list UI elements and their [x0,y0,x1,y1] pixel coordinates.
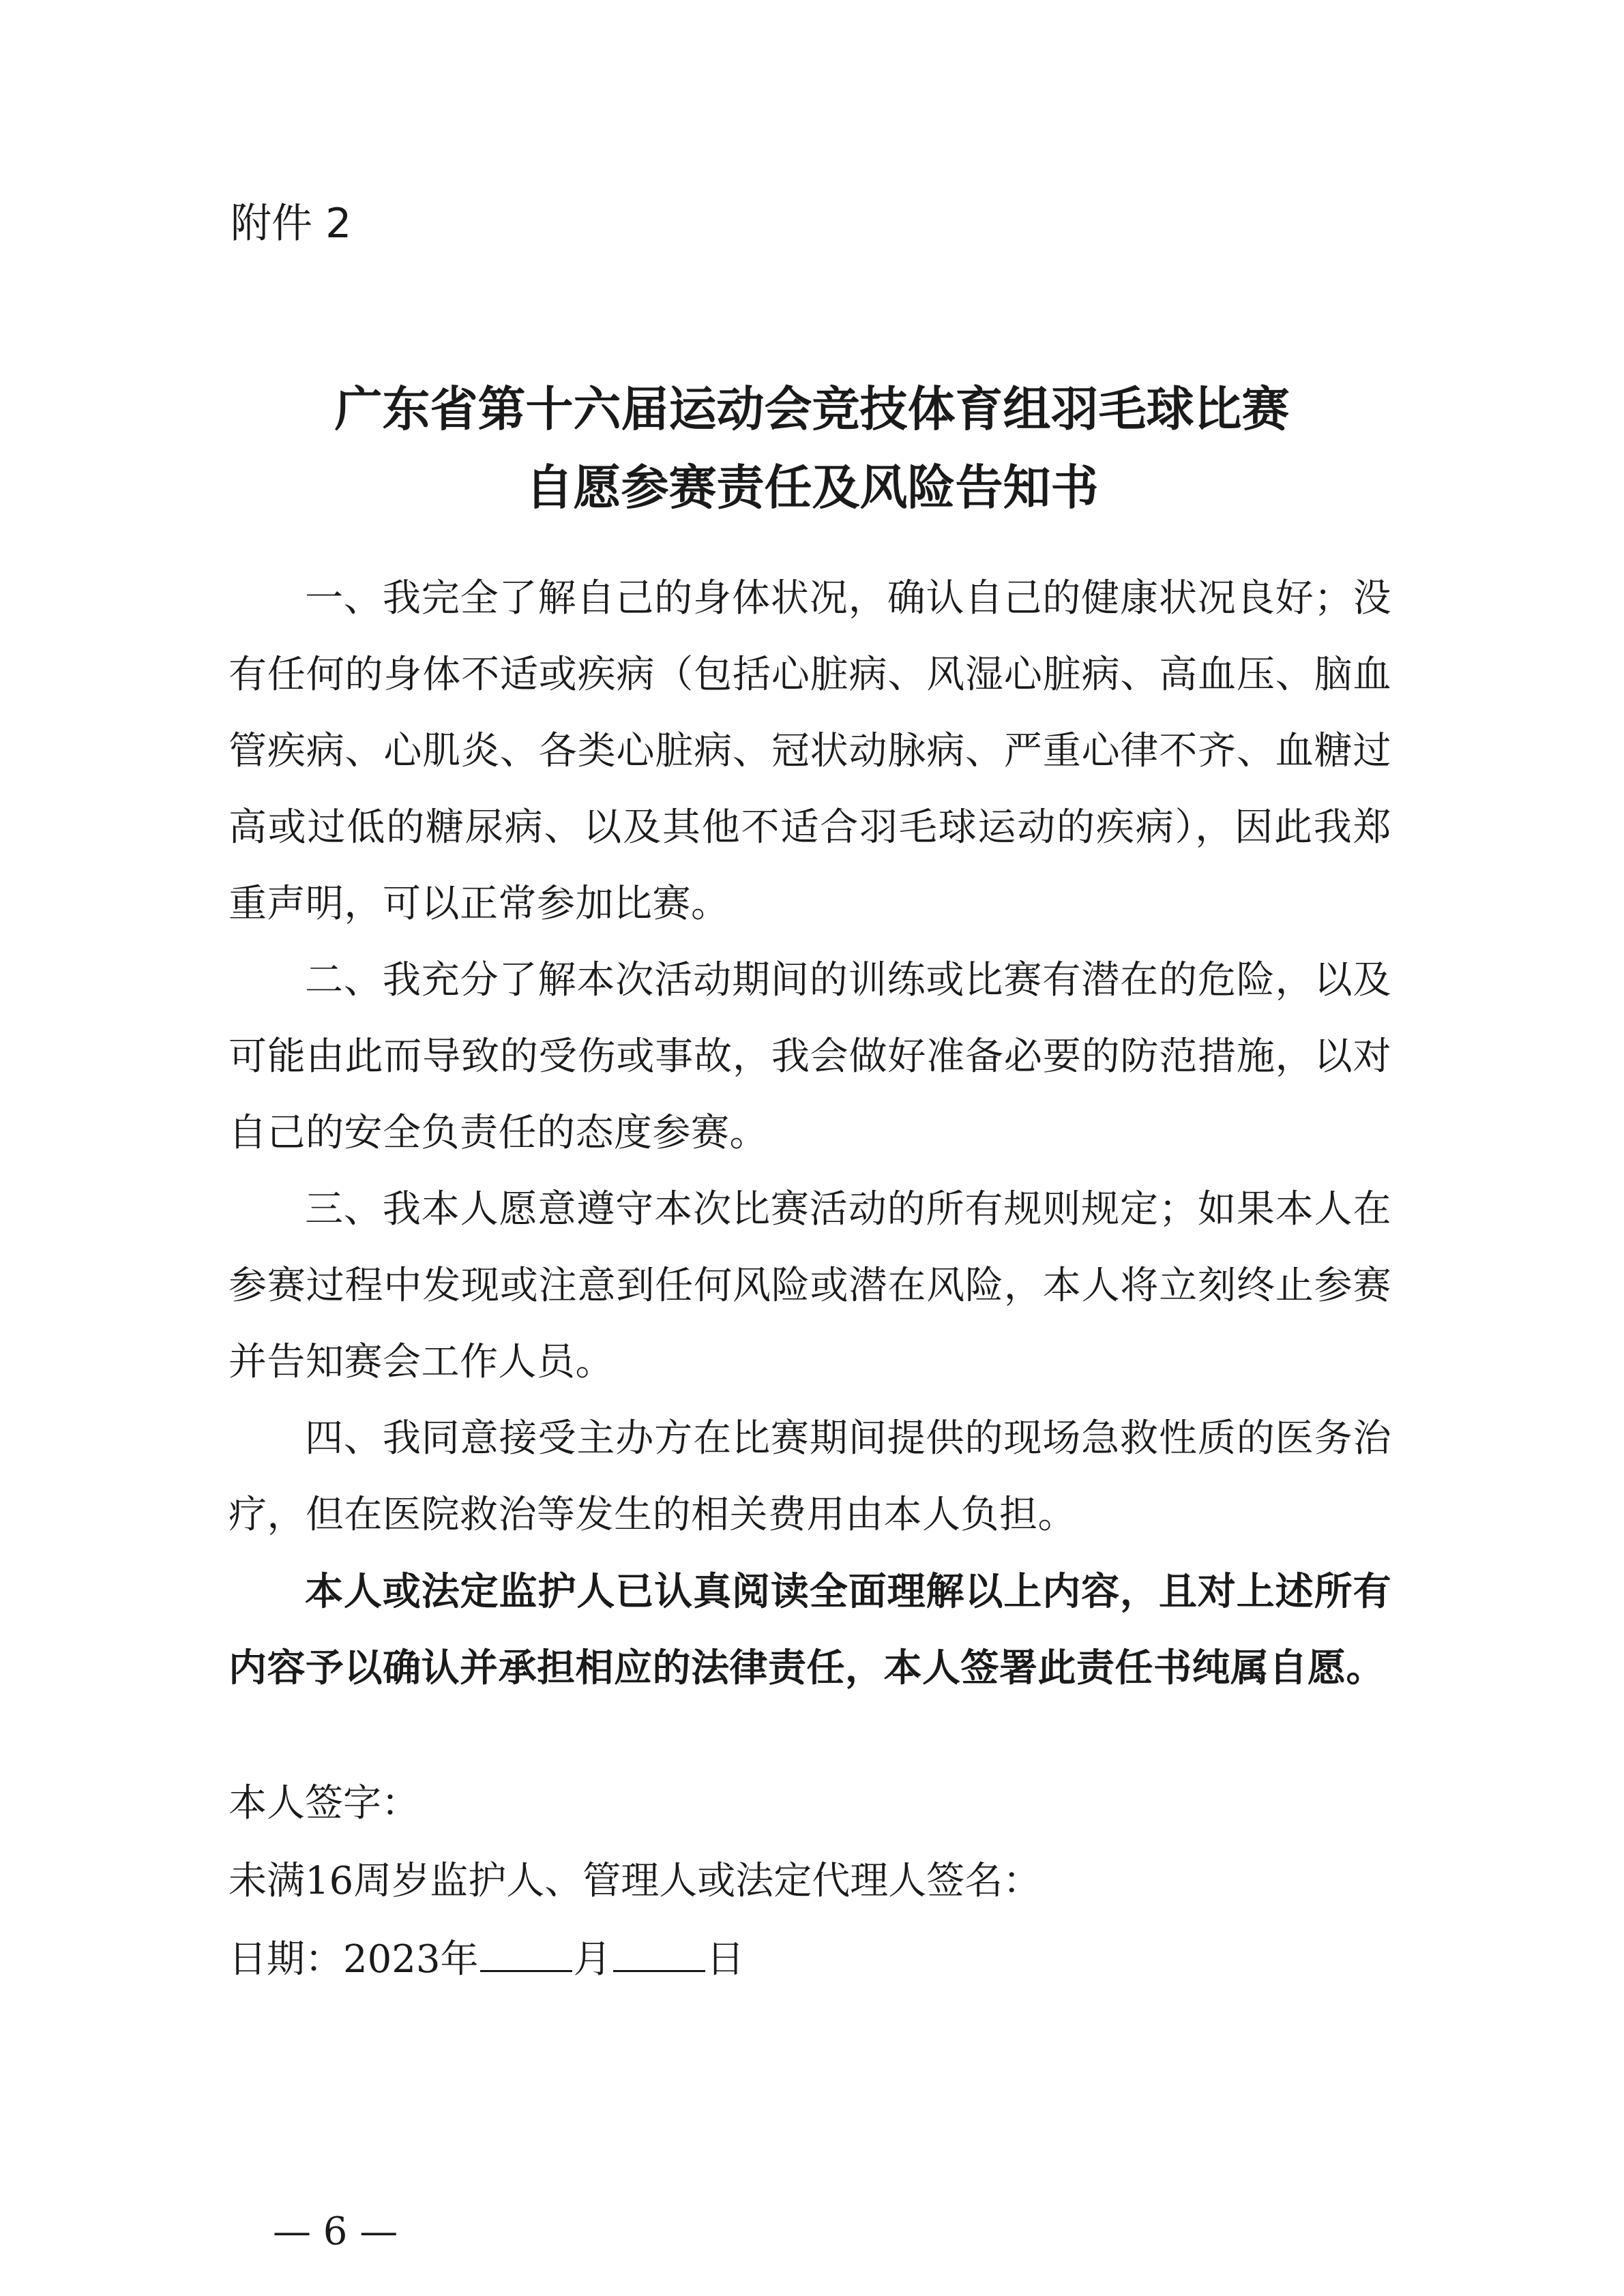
paragraph-3: 三、我本人愿意遵守本次比赛活动的所有规则规定；如果本人在参赛过程中发现或注意到任何风险或潜在风险，本人将立刻终止参赛并告知赛会工作人员。 [228,1187,1391,1384]
date-year: 2023年 [343,1937,479,1982]
paragraph-1: 一、我完全了解自己的身体状况，确认自己的健康状况良好；没有任何的身体不适或疾病（包括心脏病、风湿心脏病、高血压、脑血管疾病、心肌炎、各类心脏病、冠状动脉病、严重心律不齐、血糖过高或过低的糖尿病、以及其他不适合羽毛球运动的疾病），因此我郑重声明，可以正常参加比赛。 [228,576,1391,926]
document-title-line-1: 广东省第十六届运动会竞技体育组羽毛球比赛 [334,381,1290,437]
date-label: 日期： [228,1937,343,1982]
date-month-unit: 月 [573,1937,612,1982]
attachment-label: 附件 2 [231,200,352,248]
signature-guardian-label: 未满16周岁监护人、管理人或法定代理人签名： [228,1859,1042,1903]
paragraph-2: 二、我充分了解本次活动期间的训练或比赛有潜在的危险，以及可能由此而导致的受伤或事故，我会做好准备必要的防范措施，以对自己的安全负责任的态度参赛。 [228,958,1391,1155]
date-line [228,1932,745,1987]
declaration-paragraph: 本人或法定监护人已认真阅读全面理解以上内容，且对上述所有内容予以确认并承担相应的法律责任，本人签署此责任书纯属自愿。 [228,1569,1391,1690]
document-body [228,561,1391,1706]
document-title-line-2: 自愿参赛责任及风险告知书 [525,459,1099,516]
page-number: — 6 — [273,2209,398,2254]
date-day-unit: 日 [706,1937,745,1982]
month-blank [480,1932,572,1972]
day-blank [613,1932,705,1972]
paragraph-4: 四、我同意接受主办方在比赛期间提供的现场急救性质的医务治疗，但在医院救治等发生的相关费用由本人负担。 [228,1416,1391,1537]
signature-self-label: 本人签字： [228,1781,419,1825]
